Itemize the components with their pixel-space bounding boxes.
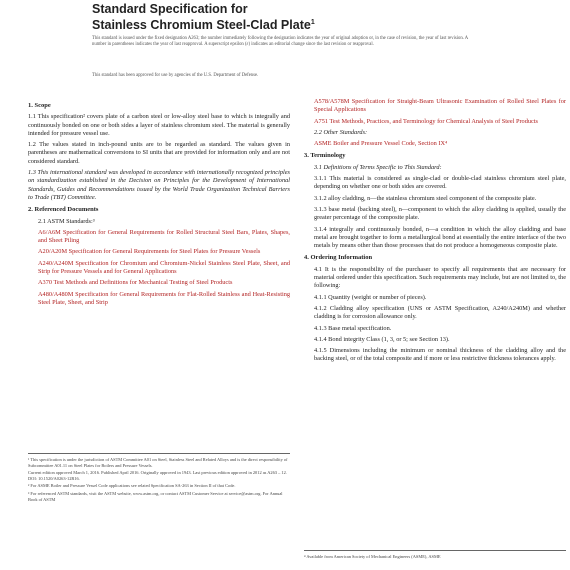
ref-a6 (28, 229, 290, 246)
para-3-1-1: 3.1.1 This material is considered as single-clad or double-clad stainless chromium steel plate, depending on whether one or both sides are covered. (314, 175, 566, 191)
title-line-2-text: Stainless Chromium Steel-Clad Plate (92, 18, 311, 33)
ref-title[interactable]: Specification for General Requirements for Flat-Rolled Stainless and Heat-Resisting Steel Plate, Sheet, and Strip (38, 290, 290, 306)
ref-link[interactable]: A20/A20M (38, 248, 68, 256)
ref-title[interactable]: Specification for General Requirements for Rolled Structural Steel Bars, Plates, Shapes, and Sheet Piling (38, 228, 290, 245)
para-1-2: 1.2 The values stated in inch-pound units are to be regarded as standard. The values given in parentheses are mathematical conversions to SI units that are provided for information only and are not considered standard. (28, 141, 290, 165)
ref-link[interactable]: A370 (38, 279, 52, 287)
para-3-1-3: 3.1.3 base metal (backing steel), n—component to which the alloy cladding is applied, usually the greater percentage of the composite plate. (314, 205, 566, 222)
ref-title[interactable]: Specification for General Requirements for Steel Plates for Pressure Vessels (68, 248, 261, 256)
terminology-heading: 3. Terminology (304, 152, 346, 160)
other-standards-heading: 2.2 Other Standards: (314, 128, 368, 136)
referenced-docs-heading: 2. Referenced Documents (28, 206, 99, 214)
ref-title[interactable]: Specification for Straight-Beam Ultrasonic Examination of Rolled Steel Plates for Special Applications (314, 98, 567, 114)
document-title (92, 2, 482, 32)
scope-heading: 1. Scope (28, 102, 51, 109)
right-column (304, 98, 566, 367)
para-1-3: 1.3 This international standard was developed in accordance with internationally recognized principles on standardization established in the Decision on Principles for the Development of International Standards, Guides and Recommendations issued by the World Trade Organization Technical Barriers to Trade (TBT) Committee. (28, 169, 290, 201)
ordering-heading: 4. Ordering Information (304, 254, 373, 262)
list-item: 4.1.4 Bond integrity Class (1, 3, or 5; see Section 13). (314, 335, 450, 343)
list-item: 4.1.1 Quantity (weight or number of pieces). (314, 293, 427, 301)
ref-link[interactable]: A480/A480M (38, 290, 74, 298)
title-line-1: Standard Specification for (92, 2, 248, 16)
list-item: 4.1.2 Cladding alloy specification (UNS or ASTM Specification, A240/A240M) and whether cladding is for corrosion allowance only. (314, 304, 566, 321)
designation-notice: This standard is issued under the fixed designation A263; the number immediately following the designation indicates the year of original adoption or, in the case of revision, the year of last revision. A number in parentheses indicates the year of last reapproval. A superscript epsilon (ε) indicates an editorial change since the last revision or reapproval. (92, 36, 468, 47)
left-column (28, 98, 290, 310)
footnote-right: ⁴ Available from American Society of Mechanical Engineers (ASME), ASME (304, 550, 566, 560)
title-footnote-mark: 1 (310, 19, 315, 26)
list-item: 4.1.5 Dimensions including the minimum or nominal thickness of the cladding alloy and the backing steel, or of the total composite and if more or less restrictive thickness tolerances apply. (314, 347, 566, 363)
para-3-1-4: 3.1.4 integrally and continuously bonded, n—a condition in which the alloy cladding and base metal are brought together to form a metallurgical bond at essentially the entire interface of the two metals by means other than those processes that do not produce a homogeneous composite plate. (314, 225, 566, 250)
para-3-1-2: 3.1.2 alloy cladding, n—the stainless chromium steel component of the composite plate. (314, 194, 537, 202)
ref-asme[interactable]: ASME Boiler and Pressure Vessel Code, Section IX⁴ (314, 140, 448, 148)
footnote: ³ For referenced ASTM standards, visit the ASTM website, www.astm.org, or contact ASTM Customer Service at service@astm.org. For Annual Book of ASTM (28, 490, 283, 502)
ref-a578 (304, 98, 566, 115)
ref-link[interactable]: A240/A240M (38, 259, 74, 267)
list-item: 4.1.3 Base metal specification. (314, 324, 392, 332)
footnote: ¹ This specification is under the jurisdiction of ASTM Committee A01 on Steel, Stainless Steel and Related Alloys and is the direct responsibility of Subcommittee A01.11 on Steel Plates for Boilers and Pressure Vessels. (28, 457, 288, 468)
ref-title[interactable]: Specification for Chromium and Chromium-Nickel Stainless Steel Plate, Sheet, and Strip for Pressure Vessels and for General Applications (38, 259, 290, 276)
astm-standards-heading: 2.1 ASTM Standards:³ (38, 217, 95, 225)
ref-a240 (28, 260, 290, 277)
para-3-1: 3.1 Definitions of Terms Specific to This Standard: (314, 163, 442, 171)
ref-link[interactable]: A578/A578M (314, 98, 350, 105)
ref-a480 (28, 291, 290, 308)
para-4-1: 4.1 It is the responsibility of the purchaser to specify all requirements that are necessary for material ordered under this specification. Such requirements may include, but are not limited to, the following: (314, 265, 566, 290)
ref-a370 (28, 279, 290, 287)
ref-link[interactable]: A751 (314, 117, 328, 125)
para-1-1: 1.1 This specification² covers plate of a carbon steel or low-alloy steel base to which is integrally and continuously bonded on one or both sides a layer of stainless chromium steel. The material is generally intended for pressure vessel use. (28, 113, 290, 137)
ref-a20 (28, 248, 290, 256)
ref-link[interactable]: A6/A6M (38, 228, 61, 236)
footnote: ² For ASME Boiler and Pressure Vessel Code applications see related Specification SA-263 in Section II of that Code. (28, 483, 236, 489)
footnotes (28, 453, 290, 504)
title-line-2 (92, 16, 482, 32)
ref-title[interactable]: Test Methods and Definitions for Mechanical Testing of Steel Products (53, 279, 233, 287)
dod-notice: This standard has been approved for use by agencies of the U.S. Department of Defense. (92, 73, 259, 78)
footnote: Current edition approved March 1, 2016. Published April 2016. Originally approved in 1943. Last previous edition approved in 2012 as A263 – 12. DOI: 10.1520/A0263-12R16. (28, 470, 287, 481)
ref-title[interactable]: Test Methods, Practices, and Terminology for Chemical Analysis of Steel Products (329, 117, 538, 125)
ref-a751 (304, 118, 566, 126)
